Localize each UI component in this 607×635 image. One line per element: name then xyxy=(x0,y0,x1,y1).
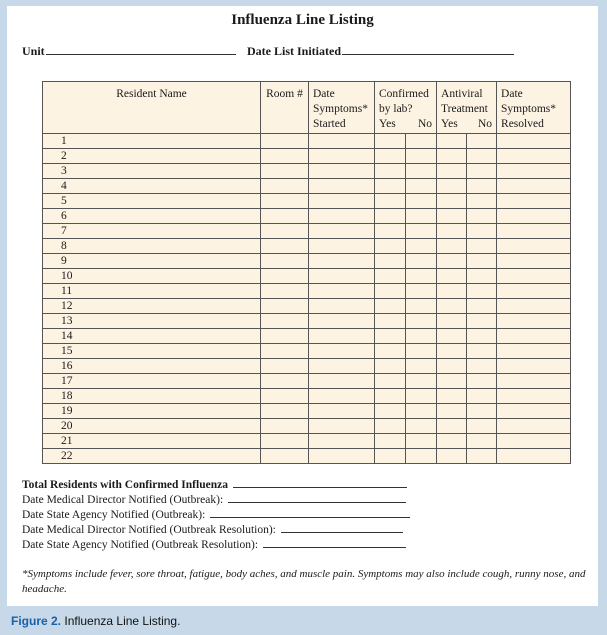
table-row xyxy=(43,419,571,434)
antiviral-yes-cell[interactable] xyxy=(437,329,467,344)
confirmed-yes-cell[interactable] xyxy=(375,164,406,179)
room-cell[interactable] xyxy=(261,269,309,284)
date-started-cell[interactable] xyxy=(309,239,375,254)
col-date-resolved-l3: Resolved xyxy=(501,118,544,130)
figure-caption-label: Figure 2. xyxy=(11,614,62,628)
resident-name-cell[interactable]: 3 xyxy=(43,164,261,179)
antiviral-yes-cell[interactable] xyxy=(437,284,467,299)
antiviral-no-cell[interactable] xyxy=(467,434,497,449)
confirmed-no-cell[interactable] xyxy=(406,134,437,149)
antiviral-no-cell[interactable] xyxy=(467,389,497,404)
resident-name-cell[interactable]: 2 xyxy=(43,149,261,164)
room-cell[interactable] xyxy=(261,329,309,344)
antiviral-yes-cell[interactable] xyxy=(437,344,467,359)
room-cell[interactable] xyxy=(261,179,309,194)
resident-name-cell[interactable]: 12 xyxy=(43,299,261,314)
col-antiviral-yn xyxy=(441,117,496,132)
symptoms-footnote: *Symptoms include fever, sore throat, fatigue, body aches, and muscle pain. Symptoms may also include cough, runny nose, and headache. xyxy=(22,568,586,595)
table-row xyxy=(43,239,571,254)
antiviral-no-cell[interactable] xyxy=(467,239,497,254)
summary-state-outbreak xyxy=(22,508,410,523)
table-row xyxy=(43,284,571,299)
table-row xyxy=(43,209,571,224)
antiviral-no-cell[interactable] xyxy=(467,134,497,149)
date-started-cell[interactable] xyxy=(309,254,375,269)
date-started-cell[interactable] xyxy=(309,179,375,194)
confirmed-yes-cell[interactable] xyxy=(375,194,406,209)
confirmed-yes-cell[interactable] xyxy=(375,149,406,164)
date-resolved-cell[interactable] xyxy=(497,434,571,449)
summary-med-dir-outbreak xyxy=(22,493,410,508)
antiviral-no-cell[interactable] xyxy=(467,419,497,434)
antiviral-no-cell[interactable] xyxy=(467,194,497,209)
confirmed-no-cell[interactable] xyxy=(406,374,437,389)
confirmed-no-cell[interactable] xyxy=(406,149,437,164)
antiviral-no-label: No xyxy=(477,118,493,130)
antiviral-no-cell[interactable] xyxy=(467,149,497,164)
antiviral-no-cell[interactable] xyxy=(467,164,497,179)
table-row xyxy=(43,329,571,344)
summary-total-confirmed xyxy=(22,478,410,493)
date-started-cell[interactable] xyxy=(309,224,375,239)
confirmed-no-cell[interactable] xyxy=(406,164,437,179)
confirmed-yes-cell[interactable] xyxy=(375,269,406,284)
room-cell[interactable] xyxy=(261,209,309,224)
confirmed-yes-cell[interactable] xyxy=(375,404,406,419)
table-row xyxy=(43,374,571,389)
date-resolved-cell[interactable] xyxy=(497,149,571,164)
unit-input-line[interactable] xyxy=(46,44,236,55)
date-resolved-cell[interactable] xyxy=(497,254,571,269)
resident-name-cell[interactable]: 1 xyxy=(43,134,261,149)
antiviral-yes-cell[interactable] xyxy=(437,134,467,149)
antiviral-no-cell[interactable] xyxy=(467,374,497,389)
table-row xyxy=(43,134,571,149)
confirmed-yes-cell[interactable] xyxy=(375,359,406,374)
antiviral-yes-cell[interactable] xyxy=(437,434,467,449)
confirmed-no-cell[interactable] xyxy=(406,449,437,464)
resident-name-cell[interactable]: 20 xyxy=(43,419,261,434)
confirmed-no-cell[interactable] xyxy=(406,209,437,224)
confirmed-no-cell[interactable] xyxy=(406,434,437,449)
table-row xyxy=(43,314,571,329)
antiviral-yes-cell[interactable] xyxy=(437,209,467,224)
room-cell[interactable] xyxy=(261,299,309,314)
resident-name-cell[interactable]: 19 xyxy=(43,404,261,419)
antiviral-yes-label: Yes xyxy=(441,118,458,130)
confirmed-no-cell[interactable] xyxy=(406,179,437,194)
table-row xyxy=(43,299,571,314)
date-started-cell[interactable] xyxy=(309,314,375,329)
resident-name-cell[interactable]: 17 xyxy=(43,374,261,389)
date-started-cell[interactable] xyxy=(309,284,375,299)
antiviral-yes-cell[interactable] xyxy=(437,389,467,404)
confirmed-yes-cell[interactable] xyxy=(375,239,406,254)
antiviral-yes-cell[interactable] xyxy=(437,449,467,464)
antiviral-yes-cell[interactable] xyxy=(437,164,467,179)
antiviral-no-cell[interactable] xyxy=(467,179,497,194)
antiviral-no-cell[interactable] xyxy=(467,449,497,464)
col-antiviral-l2: Treatment xyxy=(441,103,488,115)
antiviral-yes-cell[interactable] xyxy=(437,254,467,269)
confirmed-yes-label: Yes xyxy=(379,118,396,130)
confirmed-yes-cell[interactable] xyxy=(375,209,406,224)
date-resolved-cell[interactable] xyxy=(497,194,571,209)
table-row xyxy=(43,404,571,419)
state-outbreak-label: Date State Agency Notified (Outbreak): xyxy=(22,509,206,521)
date-started-cell[interactable] xyxy=(309,209,375,224)
room-cell[interactable] xyxy=(261,374,309,389)
col-antiviral-l1: Antiviral xyxy=(441,88,483,100)
antiviral-yes-cell[interactable] xyxy=(437,179,467,194)
confirmed-yes-cell[interactable] xyxy=(375,179,406,194)
resident-name-cell[interactable]: 6 xyxy=(43,209,261,224)
room-cell[interactable] xyxy=(261,449,309,464)
confirmed-yes-cell[interactable] xyxy=(375,299,406,314)
room-cell[interactable] xyxy=(261,419,309,434)
col-confirmed xyxy=(375,82,437,134)
resident-name-cell[interactable]: 14 xyxy=(43,329,261,344)
form-sheet xyxy=(7,6,598,606)
date-initiated-field xyxy=(247,44,514,59)
antiviral-no-cell[interactable] xyxy=(467,344,497,359)
resident-name-cell[interactable]: 16 xyxy=(43,359,261,374)
table-row xyxy=(43,434,571,449)
room-cell[interactable] xyxy=(261,134,309,149)
col-date-resolved-l2: Symptoms* xyxy=(501,103,556,115)
confirmed-no-cell[interactable] xyxy=(406,194,437,209)
room-cell[interactable] xyxy=(261,194,309,209)
date-resolved-cell[interactable] xyxy=(497,329,571,344)
room-cell[interactable] xyxy=(261,284,309,299)
date-resolved-cell[interactable] xyxy=(497,224,571,239)
med-dir-outbreak-input-line[interactable] xyxy=(228,493,406,503)
date-started-cell[interactable] xyxy=(309,269,375,284)
confirmed-no-cell[interactable] xyxy=(406,344,437,359)
table-row xyxy=(43,194,571,209)
confirmed-no-cell[interactable] xyxy=(406,314,437,329)
room-cell[interactable] xyxy=(261,404,309,419)
confirmed-no-cell[interactable] xyxy=(406,254,437,269)
confirmed-no-cell[interactable] xyxy=(406,239,437,254)
table-row xyxy=(43,164,571,179)
confirmed-no-cell[interactable] xyxy=(406,224,437,239)
antiviral-yes-cell[interactable] xyxy=(437,239,467,254)
date-started-cell[interactable] xyxy=(309,164,375,179)
col-antiviral xyxy=(437,82,497,134)
resident-name-cell[interactable]: 13 xyxy=(43,314,261,329)
summary-state-resolution xyxy=(22,538,410,553)
resident-name-cell[interactable]: 15 xyxy=(43,344,261,359)
date-resolved-cell[interactable] xyxy=(497,389,571,404)
date-started-cell[interactable] xyxy=(309,134,375,149)
room-cell[interactable] xyxy=(261,224,309,239)
date-resolved-cell[interactable] xyxy=(497,239,571,254)
confirmed-no-cell[interactable] xyxy=(406,359,437,374)
antiviral-yes-cell[interactable] xyxy=(437,314,467,329)
confirmed-yes-cell[interactable] xyxy=(375,434,406,449)
antiviral-yes-cell[interactable] xyxy=(437,149,467,164)
confirmed-yes-cell[interactable] xyxy=(375,419,406,434)
figure-caption-text: Influenza Line Listing. xyxy=(64,614,181,628)
antiviral-no-cell[interactable] xyxy=(467,224,497,239)
col-confirmed-l2: by lab? xyxy=(379,103,413,115)
med-dir-outbreak-label: Date Medical Director Notified (Outbreak): xyxy=(22,494,224,506)
date-resolved-cell[interactable] xyxy=(497,134,571,149)
room-cell[interactable] xyxy=(261,434,309,449)
confirmed-no-cell[interactable] xyxy=(406,419,437,434)
antiviral-no-cell[interactable] xyxy=(467,209,497,224)
unit-label: Unit xyxy=(22,44,45,58)
date-started-cell[interactable] xyxy=(309,434,375,449)
confirmed-no-cell[interactable] xyxy=(406,284,437,299)
table-row xyxy=(43,359,571,374)
room-cell[interactable] xyxy=(261,359,309,374)
date-resolved-cell[interactable] xyxy=(497,374,571,389)
table-row xyxy=(43,224,571,239)
antiviral-yes-cell[interactable] xyxy=(437,194,467,209)
antiviral-no-cell[interactable] xyxy=(467,314,497,329)
confirmed-no-cell[interactable] xyxy=(406,329,437,344)
confirmed-yes-cell[interactable] xyxy=(375,284,406,299)
antiviral-no-cell[interactable] xyxy=(467,329,497,344)
antiviral-no-cell[interactable] xyxy=(467,404,497,419)
date-started-cell[interactable] xyxy=(309,329,375,344)
date-resolved-cell[interactable] xyxy=(497,404,571,419)
resident-name-cell[interactable]: 8 xyxy=(43,239,261,254)
resident-name-cell[interactable]: 21 xyxy=(43,434,261,449)
date-started-cell[interactable] xyxy=(309,404,375,419)
confirmed-yes-cell[interactable] xyxy=(375,224,406,239)
antiviral-yes-cell[interactable] xyxy=(437,359,467,374)
date-started-cell[interactable] xyxy=(309,389,375,404)
date-initiated-input-line[interactable] xyxy=(342,44,514,55)
confirmed-yes-cell[interactable] xyxy=(375,449,406,464)
resident-name-cell[interactable]: 18 xyxy=(43,389,261,404)
room-cell[interactable] xyxy=(261,164,309,179)
date-resolved-cell[interactable] xyxy=(497,419,571,434)
form-title: Influenza Line Listing xyxy=(231,12,374,28)
confirmed-yes-cell[interactable] xyxy=(375,314,406,329)
antiviral-no-cell[interactable] xyxy=(467,254,497,269)
state-resolution-input-line[interactable] xyxy=(263,538,406,548)
confirmed-no-cell[interactable] xyxy=(406,404,437,419)
col-date-started-l3: Started xyxy=(313,118,346,130)
date-resolved-cell[interactable] xyxy=(497,164,571,179)
date-resolved-cell[interactable] xyxy=(497,299,571,314)
resident-name-cell[interactable]: 7 xyxy=(43,224,261,239)
col-date-started-l2: Symptoms* xyxy=(313,103,368,115)
antiviral-yes-cell[interactable] xyxy=(437,224,467,239)
antiviral-no-cell[interactable] xyxy=(467,284,497,299)
confirmed-no-cell[interactable] xyxy=(406,269,437,284)
confirmed-yes-cell[interactable] xyxy=(375,344,406,359)
date-started-cell[interactable] xyxy=(309,449,375,464)
col-date-resolved-l1: Date xyxy=(501,88,523,100)
date-resolved-cell[interactable] xyxy=(497,209,571,224)
col-confirmed-yn xyxy=(379,117,436,132)
room-cell[interactable] xyxy=(261,239,309,254)
room-cell[interactable] xyxy=(261,314,309,329)
resident-name-cell[interactable]: 10 xyxy=(43,269,261,284)
table-row xyxy=(43,269,571,284)
antiviral-yes-cell[interactable] xyxy=(437,404,467,419)
confirmed-no-cell[interactable] xyxy=(406,389,437,404)
date-resolved-cell[interactable] xyxy=(497,269,571,284)
room-cell[interactable] xyxy=(261,344,309,359)
date-resolved-cell[interactable] xyxy=(497,344,571,359)
confirmed-no-cell[interactable] xyxy=(406,299,437,314)
col-date-started-l1: Date xyxy=(313,88,335,100)
date-started-cell[interactable] xyxy=(309,194,375,209)
date-started-cell[interactable] xyxy=(309,299,375,314)
line-listing-table xyxy=(42,81,571,464)
antiviral-yes-cell[interactable] xyxy=(437,374,467,389)
date-resolved-cell[interactable] xyxy=(497,449,571,464)
figure-caption xyxy=(11,614,180,628)
confirmed-yes-cell[interactable] xyxy=(375,329,406,344)
summary-block xyxy=(22,478,410,553)
confirmed-no-label: No xyxy=(417,118,433,130)
table-row xyxy=(43,344,571,359)
date-resolved-cell[interactable] xyxy=(497,284,571,299)
room-cell[interactable] xyxy=(261,254,309,269)
antiviral-yes-cell[interactable] xyxy=(437,299,467,314)
table-body xyxy=(43,134,571,464)
room-cell[interactable] xyxy=(261,389,309,404)
resident-name-cell[interactable]: 4 xyxy=(43,179,261,194)
summary-med-dir-resolution xyxy=(22,523,410,538)
date-started-cell[interactable] xyxy=(309,149,375,164)
total-confirmed-label: Total Residents with Confirmed Influenza xyxy=(22,479,228,491)
table-row xyxy=(43,149,571,164)
col-confirmed-l1: Confirmed xyxy=(379,88,429,100)
confirmed-yes-cell[interactable] xyxy=(375,254,406,269)
resident-name-cell[interactable]: 22 xyxy=(43,449,261,464)
date-started-cell[interactable] xyxy=(309,419,375,434)
state-outbreak-input-line[interactable] xyxy=(210,508,410,518)
total-confirmed-input-line[interactable] xyxy=(233,478,407,488)
room-cell[interactable] xyxy=(261,149,309,164)
date-initiated-label: Date List Initiated xyxy=(247,44,341,58)
date-started-cell[interactable] xyxy=(309,374,375,389)
antiviral-no-cell[interactable] xyxy=(467,299,497,314)
confirmed-yes-cell[interactable] xyxy=(375,374,406,389)
antiviral-yes-cell[interactable] xyxy=(437,419,467,434)
date-started-cell[interactable] xyxy=(309,359,375,374)
confirmed-yes-cell[interactable] xyxy=(375,134,406,149)
col-date-started xyxy=(309,82,375,134)
col-room: Room # xyxy=(261,82,309,134)
date-resolved-cell[interactable] xyxy=(497,359,571,374)
confirmed-yes-cell[interactable] xyxy=(375,389,406,404)
date-resolved-cell[interactable] xyxy=(497,179,571,194)
resident-name-cell[interactable]: 5 xyxy=(43,194,261,209)
table-row xyxy=(43,179,571,194)
antiviral-no-cell[interactable] xyxy=(467,269,497,284)
antiviral-yes-cell[interactable] xyxy=(437,269,467,284)
date-resolved-cell[interactable] xyxy=(497,314,571,329)
table-row xyxy=(43,254,571,269)
col-resident-name: Resident Name xyxy=(43,82,261,134)
unit-field xyxy=(22,44,236,59)
med-dir-resolution-label: Date Medical Director Notified (Outbreak Resolution): xyxy=(22,524,276,536)
resident-name-cell[interactable]: 11 xyxy=(43,284,261,299)
state-resolution-label: Date State Agency Notified (Outbreak Resolution): xyxy=(22,539,259,551)
table-row xyxy=(43,449,571,464)
date-started-cell[interactable] xyxy=(309,344,375,359)
table-row xyxy=(43,389,571,404)
col-date-resolved xyxy=(497,82,571,134)
antiviral-no-cell[interactable] xyxy=(467,359,497,374)
med-dir-resolution-input-line[interactable] xyxy=(281,523,403,533)
resident-name-cell[interactable]: 9 xyxy=(43,254,261,269)
